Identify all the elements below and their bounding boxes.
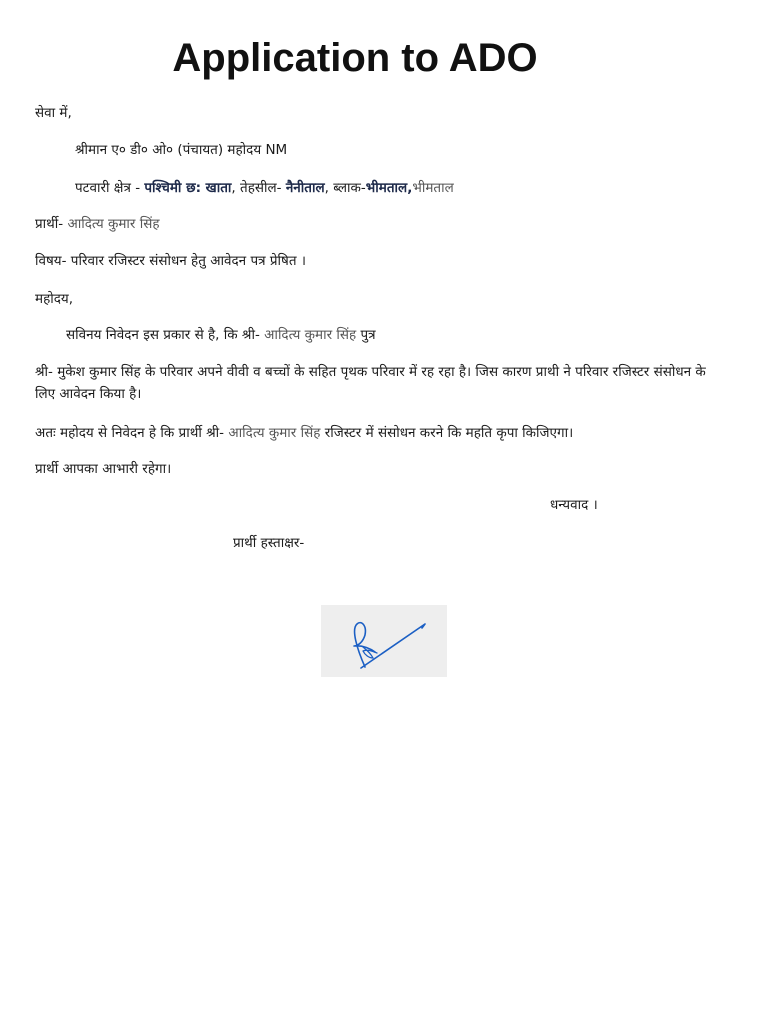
tehsil-prefix: , तेहसील-	[231, 180, 286, 196]
block-prefix: , ब्लाक-	[324, 180, 366, 196]
page-title: Application to ADO	[172, 36, 538, 80]
patwari-area: पश्चिमी छ: खाता	[144, 180, 232, 196]
block-tail: भीमताल	[412, 180, 454, 196]
para3-suffix: रजिस्टर में संसोधन करने कि महति कृपा किजिएगा।	[320, 425, 574, 441]
signature-stroke-icon	[321, 605, 447, 677]
thanks-text: धन्यवाद ।	[550, 497, 598, 513]
applicant-name: आदित्य कुमार सिंह	[67, 216, 160, 232]
closing-line: प्रार्थी आपका आभारी रहेगा।	[35, 461, 172, 477]
para1-suffix: पुत्र	[356, 327, 376, 343]
paragraph-2: श्री- मुकेश कुमार सिंह के परिवार अपने वीवी व बच्चों के सहित पृथक परिवार में रह रहा है। जिस कारण प्राथी ने परिवार रजिस्टर संसोधन के लिए आवेदन किया है।	[35, 364, 706, 402]
patwari-prefix: पटवारी क्षेत्र -	[75, 180, 145, 196]
para3-prefix: अतः महोदय से निवेदन हे कि प्रार्थी श्री-	[35, 425, 229, 441]
patwari-line	[75, 177, 454, 199]
signature-label: प्रार्थी हस्ताक्षर-	[233, 535, 305, 551]
signature-image	[321, 605, 447, 677]
para3-name: आदित्य कुमार सिंह	[228, 425, 321, 441]
salutation: सेवा में,	[35, 105, 72, 121]
para1-prefix: सविनय निवेदन इस प्रकार से है, कि श्री-	[66, 327, 265, 343]
addressee: श्रीमान ए० डी० ओ० (पंचायत) महोदय NM	[75, 142, 288, 158]
subject-line: विषय- परिवार रजिस्टर संसोधन हेतु आवेदन पत्र प्रेषित ।	[35, 253, 306, 269]
para1-name: आदित्य कुमार सिंह	[264, 327, 357, 343]
applicant-line	[35, 213, 160, 235]
applicant-prefix: प्रार्थी-	[35, 216, 68, 232]
greeting: महोदय,	[35, 291, 74, 307]
paragraph-1	[66, 324, 376, 346]
paragraph-3	[35, 422, 573, 444]
tehsil-name: नैनीताल	[285, 180, 325, 196]
block-name: भीमताल,	[365, 180, 413, 196]
